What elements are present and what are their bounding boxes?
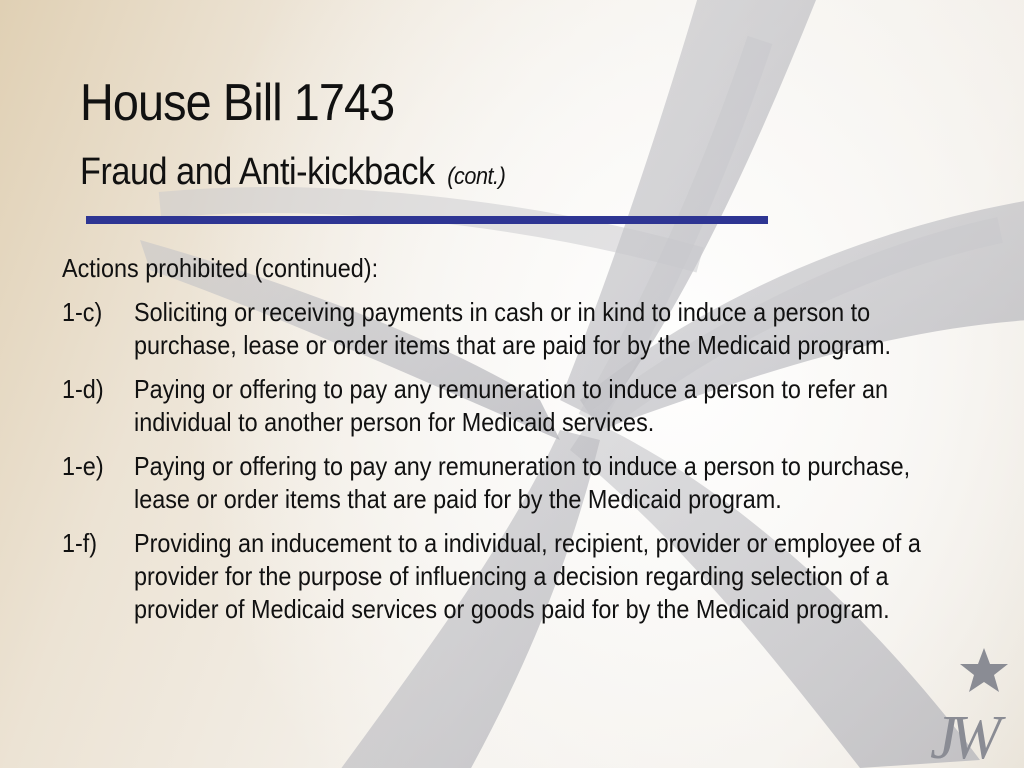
slide-subtitle <box>80 150 505 199</box>
list-item <box>62 296 1002 362</box>
item-text: Providing an inducement to a individual, recipient, provider or employee of a provider for the purpose of influencing a decision regarding selection of a provider of Medicaid services or goods paid for by the Medicaid program. <box>134 528 921 624</box>
item-text: Paying or offering to pay any remuneration to induce a person to purchase, lease or order items that are paid for by the Medicaid program. <box>134 451 911 514</box>
jw-logo <box>928 646 1024 768</box>
item-text: Soliciting or receiving payments in cash or in kind to induce a person to purchase, lease or order items that are paid for by the Medicaid program. <box>134 297 891 360</box>
slide-title: House Bill 1743 <box>80 74 395 132</box>
slide-body <box>62 252 1002 637</box>
item-number: 1-e) <box>62 451 104 481</box>
intro-text: Actions prohibited (continued): <box>62 253 379 283</box>
list-item <box>62 527 1002 626</box>
item-text: Paying or offering to pay any remuneration to induce a person to refer an individual to another person for Medicaid services. <box>134 374 889 437</box>
list-item <box>62 450 1002 516</box>
list-item <box>62 373 1002 439</box>
subtitle-text: Fraud and Anti-kickback <box>80 151 435 193</box>
star-icon <box>960 648 1008 692</box>
title-divider <box>86 216 768 224</box>
svg-text:JW: JW <box>930 704 994 768</box>
item-number: 1-f) <box>62 528 98 558</box>
subtitle-note: (cont.) <box>447 163 506 190</box>
item-number: 1-d) <box>62 374 104 404</box>
item-number: 1-c) <box>62 297 103 327</box>
